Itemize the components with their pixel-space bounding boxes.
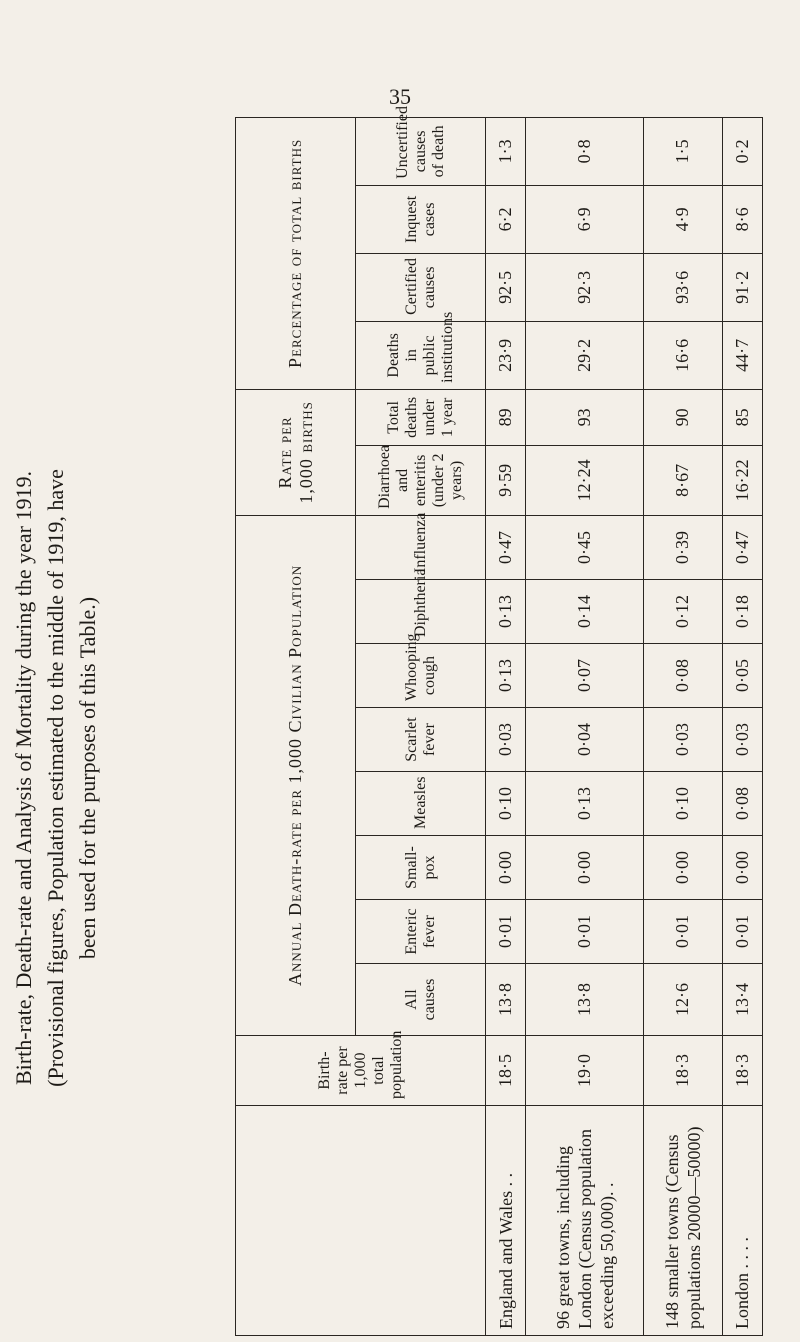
cell: 0·13 — [486, 644, 526, 708]
cell: 0·47 — [486, 515, 526, 579]
mortality-table — [235, 106, 763, 1336]
cell: 0·13 — [526, 772, 643, 836]
cell: 0·03 — [486, 708, 526, 772]
cell: 16·22 — [722, 445, 762, 515]
cell: 6·9 — [526, 185, 643, 253]
cell: 0·14 — [526, 580, 643, 644]
col-header: Total deaths under 1 year — [356, 389, 486, 445]
cell: 0·18 — [722, 580, 762, 644]
page-number: 35 — [389, 84, 411, 109]
cell: 0·00 — [486, 836, 526, 900]
table-heading — [8, 250, 104, 1306]
cell: 0·00 — [526, 836, 643, 900]
cell: 0·47 — [722, 515, 762, 579]
cell: 0·03 — [722, 708, 762, 772]
col-header: All causes — [356, 964, 486, 1036]
cell: 1·5 — [643, 117, 722, 185]
percentage-header: Percentage of total births — [236, 117, 356, 389]
cell: 9·59 — [486, 445, 526, 515]
cell: 0·01 — [526, 900, 643, 964]
cell: 91·2 — [722, 253, 762, 321]
cell: 0·10 — [486, 772, 526, 836]
table-row — [486, 117, 526, 1335]
cell: 0·04 — [526, 708, 643, 772]
cell: 0·45 — [526, 515, 643, 579]
cell: 0·39 — [643, 515, 722, 579]
cell: 16·6 — [643, 321, 722, 389]
col-header: Deaths in public institutions — [356, 321, 486, 389]
cell: 90 — [643, 389, 722, 445]
col-header: Diarrhoea and enteritis (under 2 years) — [356, 445, 486, 515]
cell: 0·08 — [722, 772, 762, 836]
col-header: Enteric fever — [356, 900, 486, 964]
row-area: London . . . . — [722, 1106, 762, 1336]
col-header: Measles — [356, 772, 486, 836]
col-header: Uncertified causes of death — [356, 117, 486, 185]
cell: 0·00 — [643, 836, 722, 900]
cell: 13·8 — [526, 964, 643, 1036]
cell: 1·3 — [486, 117, 526, 185]
annual-death-rate-header: Annual Death-rate per 1,000 Civilian Population — [236, 515, 356, 1035]
col-header: Whooping cough — [356, 644, 486, 708]
cell: 0·8 — [526, 117, 643, 185]
birth-rate-cell: 18·3 — [643, 1036, 722, 1106]
heading-line-2: (Provisional figures, Population estimated to the middle of 1919, have — [43, 469, 68, 1087]
cell: 12·24 — [526, 445, 643, 515]
mortality-table-wrapper — [235, 106, 763, 1336]
cell: 0·07 — [526, 644, 643, 708]
cell: 8·6 — [722, 185, 762, 253]
col-header: Influenza — [356, 515, 486, 579]
cell: 23·9 — [486, 321, 526, 389]
birth-rate-cell: 19·0 — [526, 1036, 643, 1106]
heading-line-3: been used for the purposes of this Table.) — [75, 596, 100, 960]
cell: 0·2 — [722, 117, 762, 185]
heading-line-1: Birth-rate, Death-rate and Analysis of Mortality during the year 1919. — [11, 471, 36, 1085]
birth-rate-cell: 18·5 — [486, 1036, 526, 1106]
col-header: Inquest cases — [356, 185, 486, 253]
table-row — [722, 117, 762, 1335]
table-row — [526, 117, 643, 1335]
cell: 93·6 — [643, 253, 722, 321]
cell: 0·01 — [722, 900, 762, 964]
cell: 8·67 — [643, 445, 722, 515]
cell: 89 — [486, 389, 526, 445]
cell: 29·2 — [526, 321, 643, 389]
cell: 0·13 — [486, 580, 526, 644]
col-header: Certified causes — [356, 253, 486, 321]
col-header: Diphtheria — [356, 580, 486, 644]
table-row — [643, 117, 722, 1335]
cell: 93 — [526, 389, 643, 445]
area-header — [236, 1106, 486, 1336]
cell: 13·8 — [486, 964, 526, 1036]
cell: 0·01 — [643, 900, 722, 964]
cell: 0·03 — [643, 708, 722, 772]
cell: 13·4 — [722, 964, 762, 1036]
cell: 85 — [722, 389, 762, 445]
cell: 0·10 — [643, 772, 722, 836]
cell: 92·5 — [486, 253, 526, 321]
cell: 0·00 — [722, 836, 762, 900]
col-header: Small-pox — [356, 836, 486, 900]
birth-rate-header: Birth-rate per 1,000 total population — [236, 1036, 486, 1106]
rate-per-births-header: Rate per 1,000 births — [236, 389, 356, 515]
birth-rate-cell: 18·3 — [722, 1036, 762, 1106]
cell: 0·05 — [722, 644, 762, 708]
cell: 0·12 — [643, 580, 722, 644]
cell: 0·08 — [643, 644, 722, 708]
col-header: Scarlet fever — [356, 708, 486, 772]
row-area: England and Wales . . — [486, 1106, 526, 1336]
cell: 92·3 — [526, 253, 643, 321]
row-area: 148 smaller towns (Census populations 20000—50000) — [643, 1106, 722, 1336]
cell: 12·6 — [643, 964, 722, 1036]
cell: 4·9 — [643, 185, 722, 253]
cell: 44·7 — [722, 321, 762, 389]
cell: 6·2 — [486, 185, 526, 253]
cell: 0·01 — [486, 900, 526, 964]
row-area: 96 great towns, including London (Census population exceeding 50,000). . — [526, 1106, 643, 1336]
